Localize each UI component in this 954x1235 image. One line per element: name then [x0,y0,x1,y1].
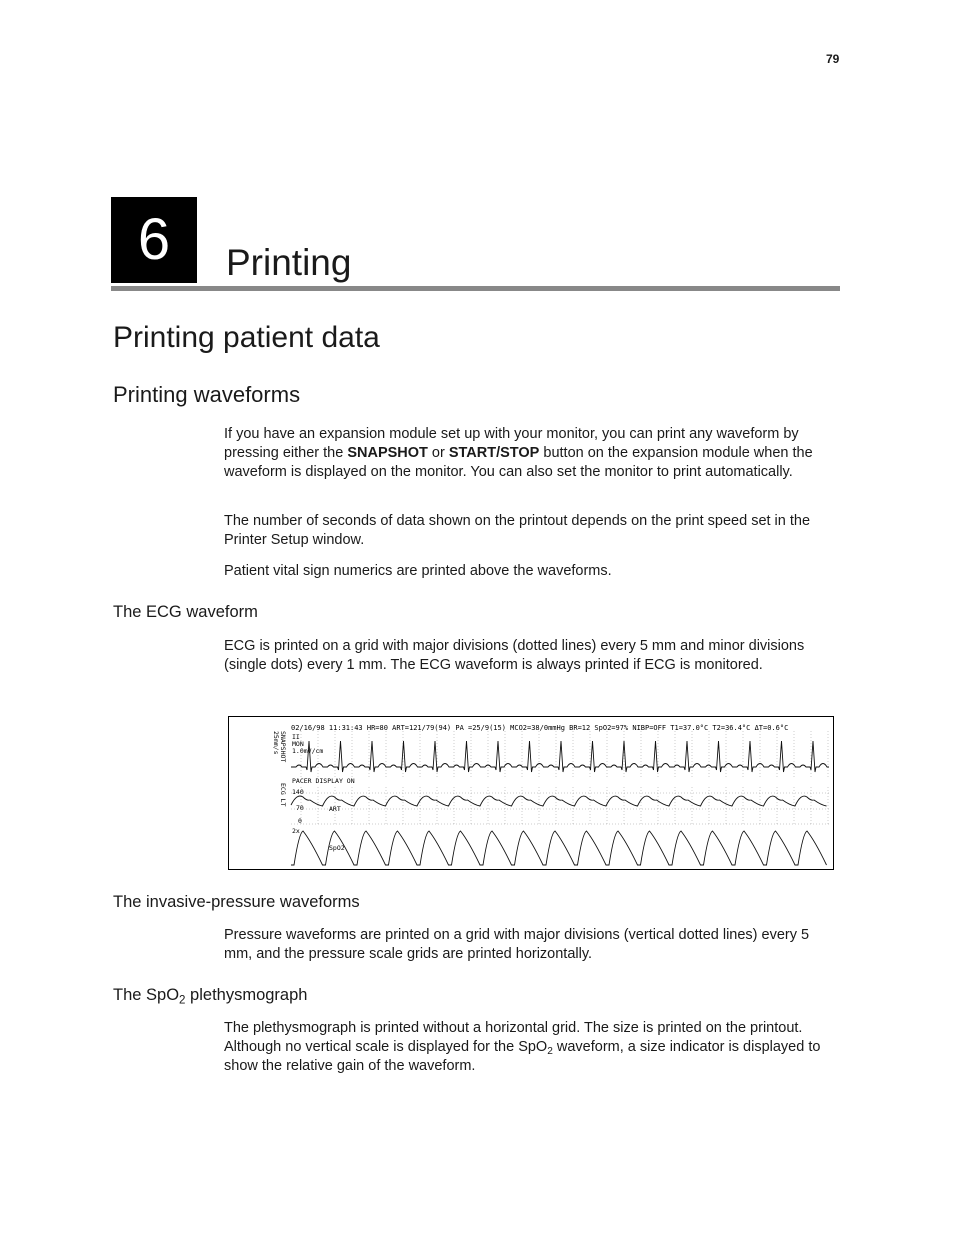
section-title: Printing patient data [113,321,380,354]
waveform-printout-figure [228,716,834,870]
intro-paragraph-2: The number of seconds of data shown on the printout depends on the print speed set in the Printer Setup window. [224,513,811,548]
spo2-heading: The SpO$_2$ plethysmograph [113,986,308,1007]
printout-svg [229,717,833,869]
chapter-rule [111,286,840,291]
printout-spo2-size: 2x [292,827,300,835]
printout-ecg-mode: MON [292,740,304,748]
printout-scale-mid: 70 [296,804,304,812]
snapshot-button-name: SNAPSHOT [347,445,428,461]
start-stop-button-name: START/STOP [448,445,540,461]
printout-scale-bottom: 0 [298,817,302,825]
ecg-heading: The ECG waveform [113,603,258,621]
invasive-heading: The invasive-pressure waveforms [113,893,360,911]
intro-paragraph-3: Patient vital sign numerics are printed above the waveforms. [224,563,612,579]
ecg-paragraph: ECG is printed on a grid with major divisions (dotted lines) every 5 mm and minor divisions (single dots) every 1 mm. The ECG waveform is always printed if ECG is monitored. [224,638,805,673]
printout-alarm: ECG LT [279,783,287,807]
chapter-title: Printing [226,242,352,283]
printout-mode: SNAPSHOT [279,731,287,763]
printout-scale-top: 140 [292,788,304,796]
art-waveform [291,796,827,806]
invasive-paragraph: Pressure waveforms are printed on a grid with major divisions (vertical dotted lines) every 5 mm, and the pressure scale grids are printed horizontally. [224,927,810,962]
chapter-number-box: 6 [111,197,197,283]
intro-paragraph-1: If you have an expansion module set up with your monitor, you can print any waveform by pressing either the SNAPSHOT or START/STOP button on the expansion module when the waveform is displayed on the monitor. You can also set the monitor to print automatically. [224,426,813,480]
spo2-waveform [291,831,827,865]
printout-speed: 25mm/s [272,731,280,755]
printout-pacer: PACER DISPLAY ON [292,777,355,785]
ecg-waveform [291,741,829,772]
printout-art-label: ART [329,805,341,813]
printout-lead: II [292,733,300,741]
printout-gain: 1.0mV/cm [292,747,324,755]
spo2-paragraph: The plethysmograph is printed without a horizontal grid. The size is printed on the printout. Although no vertical scale is displayed for the SpO$_2$ waveform, a size indicator is displayed to show the relative gain of the waveform. [224,1020,821,1074]
printout-spo2-label: SpO2 [329,844,345,852]
subsection-title: Printing waveforms [113,382,301,407]
page-number: 79 [826,52,840,66]
printout-header: 02/16/98 11:31:43 HR=80 ART=121/79(94) PA =25/9(15) MCO2=38/0mmHg BR=12 SpO2=97% NIBP=OFF T1=37.0°C T2=36.4°C ΔT=0.6°C [291,724,789,732]
